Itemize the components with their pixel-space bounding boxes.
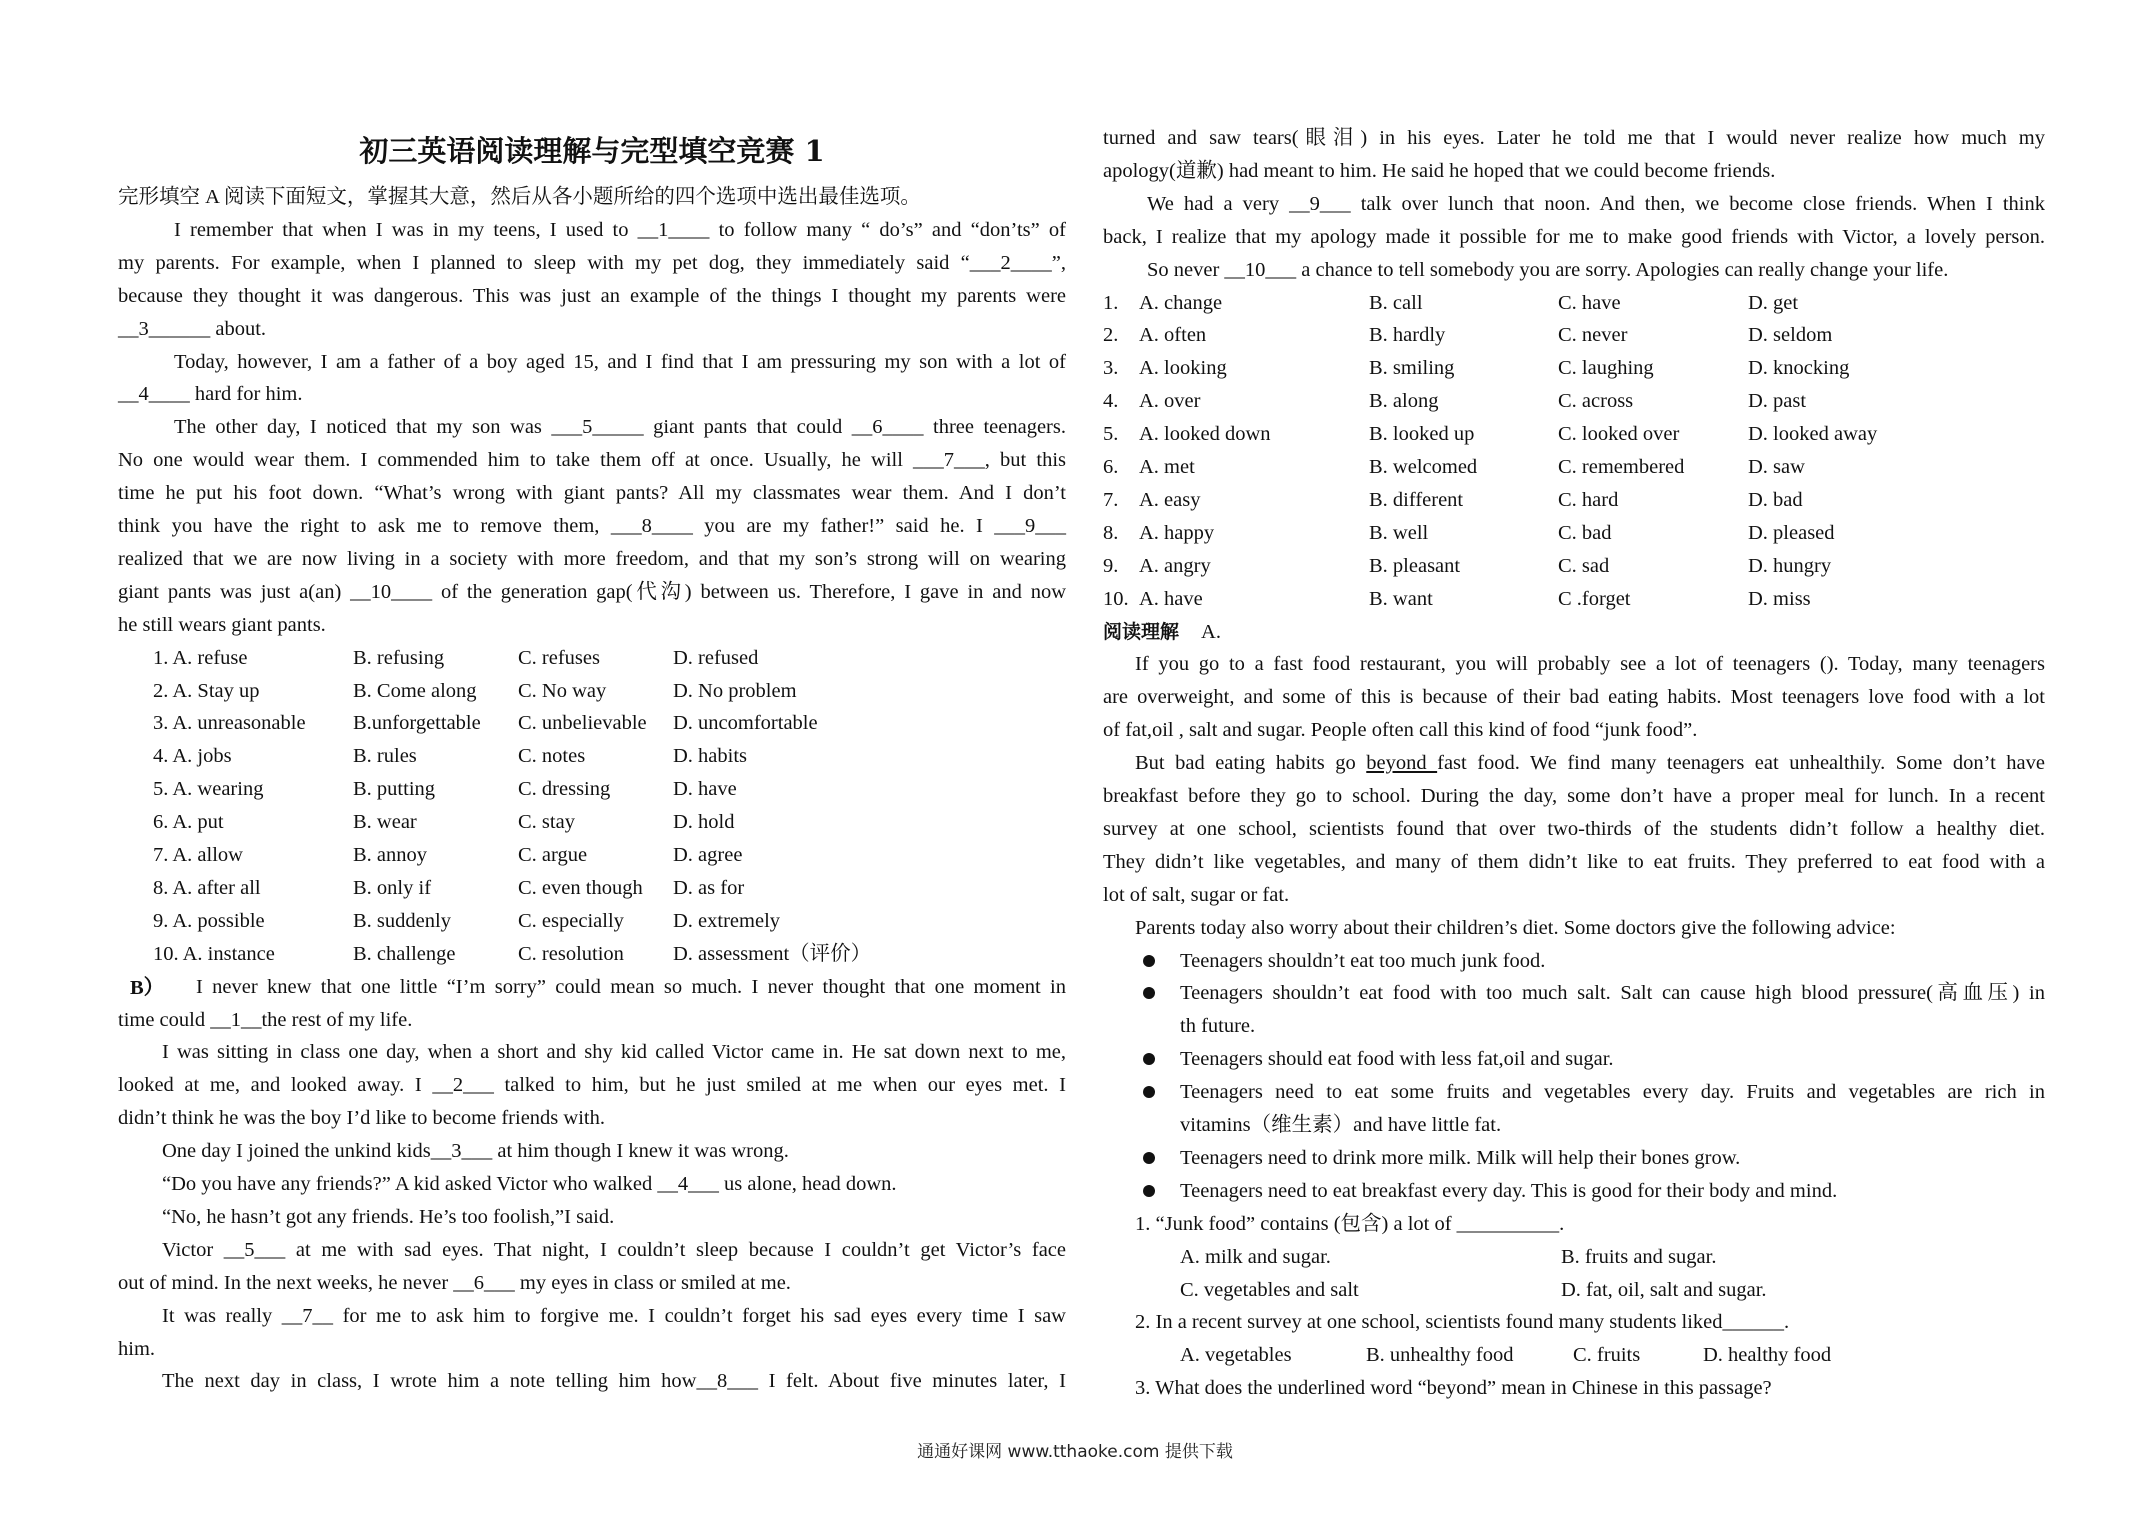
advice-item: Teenagers need to drink more milk. Milk will help their bones grow. (1180, 1146, 1741, 1169)
option-text: A. met (1139, 456, 1195, 478)
passage-line: of fat,oil , salt and sugar. People often call this kind of food “junk food”. (1103, 719, 1698, 742)
passage-line: apology(道歉) had meant to him. He said he hoped that we could become friends. (1103, 159, 1776, 182)
advice-item-cont: vitamins（维生素）and have little fat. (1180, 1114, 1502, 1136)
option-text: 4. A. jobs (153, 745, 232, 768)
option-text: D. uncomfortable (673, 712, 818, 735)
option-text: C. remembered (1558, 456, 1685, 478)
option-text: B.unforgettable (353, 712, 481, 735)
option-text: A. looked down (1139, 423, 1271, 446)
question-3: 3. What does the underlined word “beyond” mean in Chinese in this passage? (1135, 1377, 1772, 1400)
option-text: 7. A. allow (153, 844, 243, 866)
option-text: 10. (1103, 587, 1129, 610)
option-text: C. looked over (1558, 423, 1680, 446)
passage-line: “Do you have any friends?” A kid asked Victor who walked __4___ us alone, head down. (162, 1173, 897, 1195)
option-text: C. No way (518, 679, 607, 702)
option-text: C. have (1558, 291, 1621, 314)
passage-line: out of mind. In the next weeks, he never __6___ my eyes in class or smiled at me. (118, 1271, 791, 1294)
option-text: 1. (1103, 291, 1119, 314)
option-text: D. have (673, 778, 737, 801)
option-text: 7. (1103, 488, 1119, 511)
option-text: D. miss (1748, 587, 1811, 610)
passage-line: I never knew that one little “I’m sorry” could mean so much. I never thought that one moment in (196, 975, 1066, 998)
advice-item: Teenagers need to eat some fruits and vegetables every day. Fruits and vegetables are rich in (1180, 1081, 2045, 1104)
option-text: 5. (1103, 423, 1119, 446)
option-text: D. pleased (1748, 521, 1835, 544)
passage-line: I remember that when I was in my teens, I used to __1____ to follow many “ do’s” and “don’ts” of (174, 218, 1066, 241)
option-text: D. knocking (1748, 357, 1850, 380)
passage-line: because they thought it was dangerous. This was just an example of the things I thought my parents were (118, 284, 1066, 307)
option-text: A. happy (1139, 521, 1215, 544)
option-text: A. have (1139, 587, 1203, 610)
option-text: C. stay (518, 811, 575, 834)
option-text: 1. A. refuse (153, 646, 248, 669)
option-text: 4. (1103, 390, 1119, 413)
passage-line: think you have the right to ask me to remove them, ___8____ you are my father!” said he. I ___9___ (118, 515, 1066, 537)
option-text: C. refuses (518, 646, 600, 669)
question-1: 1. “Junk food” contains (包含) a lot of __________. (1135, 1212, 1565, 1235)
advice-item: Teenagers need to eat breakfast every day. This is good for their body and mind. (1180, 1179, 1838, 1202)
passage-line: Parents today also worry about their children’s diet. Some doctors give the following advice: (1135, 916, 1896, 939)
option-text: D. saw (1748, 456, 1805, 478)
option-text: C. notes (518, 745, 586, 768)
option-text: C. dressing (518, 778, 611, 801)
option-text: D. bad (1748, 488, 1803, 511)
option-text: A. change (1139, 291, 1223, 314)
option-text: C. unbelievable (518, 712, 647, 735)
option-text: C. resolution (518, 942, 624, 965)
page-title: 初三英语阅读理解与完型填空竞赛 1 (359, 134, 825, 168)
passage-line: my parents. For example, when I planned to sleep with my pet dog, they immediately said “___2____”, (118, 251, 1066, 274)
option-text: A. often (1139, 324, 1207, 347)
passage-line: I was sitting in class one day, when a short and shy kid called Victor came in. He sat down next to me, (162, 1041, 1066, 1064)
option-text: 3. A. unreasonable (153, 712, 306, 735)
option-text: A. vegetables (1180, 1344, 1292, 1367)
option-text: A. angry (1139, 554, 1211, 577)
option-text: A. milk and sugar. (1180, 1245, 1331, 1268)
option-text: C. argue (518, 844, 588, 866)
option-text: B. unhealthy food (1366, 1344, 1514, 1367)
option-text: B. challenge (353, 942, 456, 965)
passage-line: If you go to a fast food restaurant, you will probably see a lot of teenagers (). Today, many teenagers (1135, 653, 2045, 676)
passage-line-beyond (1103, 749, 2045, 777)
advice-item: Teenagers shouldn’t eat too much junk food. (1180, 949, 1546, 972)
option-text: D. habits (673, 745, 748, 768)
option-text: D. looked away (1748, 423, 1878, 446)
passage-line: turned and saw tears(眼泪) in his eyes. Later he told me that I would never realize how much my (1103, 127, 2045, 149)
passage-line: didn’t think he was the boy I’d like to become friends with. (118, 1107, 605, 1130)
passage-line: realized that we are now living in a society with more freedom, and that my son’s strong will on wearing (118, 547, 1066, 570)
option-text: B. fruits and sugar. (1561, 1245, 1717, 1268)
option-text: D. healthy food (1703, 1344, 1832, 1367)
option-text: C. never (1558, 324, 1628, 347)
reading-label: 阅读理解 (1103, 620, 1180, 643)
passage-line: So never __10___ a chance to tell somebody you are sorry. Apologies can really change your life. (1147, 258, 1949, 281)
passage-line: __3______ about. (118, 317, 267, 340)
option-text: A. looking (1139, 357, 1227, 380)
option-text: 9. (1103, 554, 1119, 577)
option-text: 5. A. wearing (153, 778, 264, 801)
passage-line: We had a very __9___ talk over lunch that noon. And then, we become close friends. When I think (1147, 192, 2045, 215)
section-heading-reading (1103, 618, 2045, 646)
option-text: B. well (1369, 521, 1429, 544)
option-text: C. even though (518, 876, 643, 899)
passage-line: Victor __5___ at me with sad eyes. That night, I couldn’t sleep because I couldn’t get Victor’s face (162, 1238, 1066, 1261)
reading-sub-label: A. (1201, 620, 1221, 643)
option-text: D. extremely (673, 909, 781, 932)
passage-line: he still wears giant pants. (118, 613, 326, 636)
option-text: C. vegetables and salt (1180, 1278, 1359, 1301)
passage-line: No one would wear them. I commended him to take them off at once. Usually, he will ___7___, but this (118, 449, 1066, 472)
option-text: D. hungry (1748, 554, 1832, 577)
passage-line: __4____ hard for him. (118, 383, 303, 406)
option-text: B. putting (353, 778, 436, 801)
option-text: D. seldom (1748, 324, 1833, 347)
option-text: B. rules (353, 745, 417, 768)
option-text: B. want (1369, 587, 1433, 610)
option-text: D. No problem (673, 679, 797, 702)
passage-line: It was really __7__ for me to ask him to forgive me. I couldn’t forget his sad eyes every time I saw (162, 1304, 1066, 1327)
passage-text: fast food. We find many teenagers eat unhealthily. Some don’t have (1437, 752, 2045, 775)
passage-line: are overweight, and some of this is because of their bad eating habits. Most teenagers love food with a lot (1103, 686, 2045, 709)
option-text: D. get (1748, 291, 1799, 314)
option-text: 6. (1103, 456, 1119, 478)
option-text: D. refused (673, 646, 759, 669)
passage-line: time he put his foot down. “What’s wrong with giant pants? All my classmates wear them. And I don’t (118, 482, 1066, 505)
passage-line: looked at me, and looked away. I __2___ talked to him, but he just smiled at me when our eyes met. I (118, 1074, 1066, 1097)
option-text: D. agree (673, 844, 743, 866)
option-text: B. refusing (353, 646, 445, 669)
option-text: C. laughing (1558, 357, 1654, 380)
option-text: D. past (1748, 390, 1807, 413)
option-text: B. smiling (1369, 357, 1455, 380)
option-text: B. different (1369, 488, 1464, 511)
section-label-b: B） (130, 976, 165, 999)
option-text: B. looked up (1369, 423, 1475, 446)
option-text: 8. (1103, 521, 1119, 544)
passage-line: giant pants was just a(an) __10____ of the generation gap(代沟) between us. Therefore, I gave in and now (118, 580, 1066, 603)
footer-source: 通通好课网 www.tthaoke.com 提供下载 (917, 1442, 1233, 1462)
option-text: B. along (1369, 390, 1439, 413)
option-text: C. sad (1558, 554, 1610, 577)
option-text: D. hold (673, 811, 735, 834)
option-text: B. welcomed (1369, 456, 1478, 478)
option-text: 8. A. after all (153, 876, 261, 899)
option-text: D. as for (673, 876, 745, 899)
option-text: D. fat, oil, salt and sugar. (1561, 1278, 1767, 1301)
option-text: B. suddenly (353, 909, 451, 932)
option-text: A. easy (1139, 488, 1201, 511)
passage-text: But bad eating habits go (1135, 752, 1367, 775)
option-text: C. across (1558, 390, 1634, 413)
option-text: B. only if (353, 876, 432, 899)
passage-line: survey at one school, scientists found that over two-thirds of the students didn’t follow a healthy diet. (1103, 817, 2045, 840)
option-text: B. Come along (353, 679, 477, 702)
advice-item-cont: th future. (1180, 1015, 1256, 1038)
option-text: B. hardly (1369, 324, 1446, 347)
section-heading-cloze-a: 完形填空 A 阅读下面短文，掌握其大意，然后从各小题所给的四个选项中选出最佳选项。 (118, 186, 921, 208)
option-text: C. hard (1558, 488, 1619, 511)
passage-line: The other day, I noticed that my son was ___5_____ giant pants that could __6____ three teenagers. (174, 416, 1066, 439)
option-text: A. over (1139, 390, 1201, 413)
passage-line: “No, he hasn’t got any friends. He’s too foolish,”I said. (162, 1205, 615, 1228)
option-text: C. fruits (1573, 1344, 1641, 1367)
option-text: 2. (1103, 324, 1119, 347)
option-text: 3. (1103, 357, 1119, 380)
option-text: B. pleasant (1369, 554, 1461, 577)
option-text: C. especially (518, 909, 624, 932)
passage-line: lot of salt, sugar or fat. (1103, 883, 1290, 906)
option-text: 2. A. Stay up (153, 679, 260, 702)
option-text: C. bad (1558, 521, 1612, 544)
option-text: B. call (1369, 291, 1423, 314)
option-text: 6. A. put (153, 811, 224, 834)
passage-line: back, I realize that my apology made it possible for me to make good friends with Victor, a lovely person. (1103, 225, 2045, 248)
option-text: D. assessment（评价） (673, 942, 872, 965)
passage-line: breakfast before they go to school. During the day, some don’t have a proper meal for lunch. In a recent (1103, 785, 2045, 807)
passage-line: Today, however, I am a father of a boy aged 15, and I find that I am pressuring my son with a lot of (174, 350, 1066, 373)
passage-line: One day I joined the unkind kids__3___ at him though I knew it was wrong. (162, 1140, 789, 1163)
passage-line: They didn’t like vegetables, and many of them didn’t like to eat fruits. They preferred to eat food with a (1103, 850, 2045, 873)
passage-line: The next day in class, I wrote him a note telling him how__8___ I felt. About five minutes later, I (162, 1370, 1066, 1393)
question-2: 2. In a recent survey at one school, scientists found many students liked______. (1135, 1311, 1790, 1334)
option-text: 9. A. possible (153, 909, 265, 932)
option-text: B. wear (353, 811, 417, 834)
option-text: B. annoy (353, 844, 428, 866)
option-text: 10. A. instance (153, 942, 275, 965)
passage-line: time could __1__the rest of my life. (118, 1008, 413, 1031)
underlined-word: beyond (1366, 752, 1438, 775)
option-text: C .forget (1558, 587, 1631, 610)
passage-line: him. (118, 1337, 156, 1360)
advice-item: Teenagers shouldn’t eat food with too much salt. Salt can cause high blood pressure(高血压) in (1180, 982, 2045, 1005)
advice-item: Teenagers should eat food with less fat,oil and sugar. (1180, 1048, 1614, 1071)
